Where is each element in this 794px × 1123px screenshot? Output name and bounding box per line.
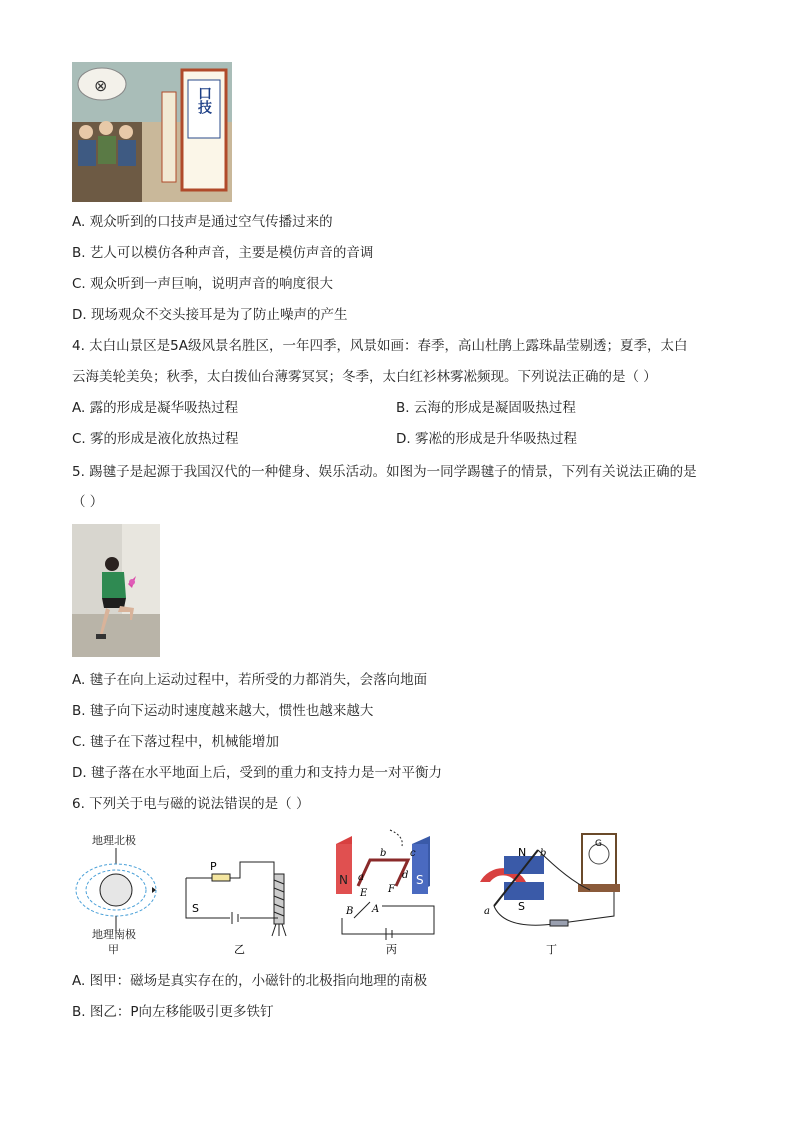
q5-option-c: C. 毽子在下落过程中，机械能增加 (72, 734, 280, 750)
label-n: N (339, 873, 348, 887)
label-cap-b: B (346, 906, 354, 917)
label-e: E (360, 888, 368, 899)
q5-option-b: B. 毽子向下运动时速度越来越大，惯性也越来越大 (72, 703, 374, 719)
label-f: F (388, 884, 395, 895)
shuttlecock-photo (72, 524, 160, 657)
label-a-ding: a (484, 906, 490, 917)
q3-option-b: B. 艺人可以模仿各种声音，主要是模仿声音的音调 (72, 245, 374, 261)
figure-ding-induction (474, 826, 624, 956)
q6-option-b: B. 图乙：P向左移能吸引更多铁钉 (72, 1004, 274, 1020)
label-a: a (358, 872, 364, 883)
caption-jia: 甲 (108, 943, 119, 956)
label-s: S (192, 902, 199, 915)
q5-stem-line2: （ ） (72, 494, 104, 510)
caption-bing: 丙 (386, 943, 397, 956)
figure-bing-motor (330, 826, 454, 956)
q3-option-c: C. 观众听到一声巨响，说明声音的响度很大 (72, 276, 334, 292)
label-s-bing: S (416, 873, 424, 887)
q6-stem: 6. 下列关于电与磁的说法错误的是（ ） (72, 796, 310, 812)
label-cap-a: A (372, 904, 380, 915)
caption-ding: 丁 (546, 943, 557, 956)
ventriloquism-illustration (72, 62, 232, 202)
q3-option-a: A. 观众听到的口技声是通过空气传播过来的 (72, 214, 333, 230)
svg-text:⊗: ⊗ (94, 76, 108, 95)
figure-jia-earth-magnetic-field (72, 826, 172, 956)
q5-option-a: A. 毽子在向上运动过程中，若所受的力都消失，会落向地面 (72, 672, 428, 688)
label-g: G (595, 839, 602, 849)
label-d: d (402, 870, 409, 881)
q4-option-a: A. 露的形成是凝华吸热过程 (72, 400, 239, 416)
q3-option-d: D. 现场观众不交头接耳是为了防止噪声的产生 (72, 307, 348, 323)
q4-option-d: D. 雾凇的形成是升华吸热过程 (396, 431, 577, 447)
q5-option-d: D. 毽子落在水平地面上后，受到的重力和支持力是一对平衡力 (72, 765, 442, 781)
sign-text: 口技 (196, 86, 212, 114)
label-c: c (410, 848, 416, 859)
label-geo-south: 地理南极 (92, 928, 136, 941)
label-n-ding: N (518, 846, 527, 859)
q4-stem-line1: 4. 太白山景区是5A级风景名胜区，一年四季，风景如画：春季，高山杜鹃上露珠晶莹剔透；夏季，太白 (72, 338, 688, 354)
q5-stem-line1: 5. 踢毽子是起源于我国汉代的一种健身、娱乐活动。如图为一同学踢毽子的情景，下列有关说法正确的是 (72, 464, 697, 480)
label-p: P (210, 860, 217, 873)
figure-yi-electromagnet (178, 856, 298, 956)
label-s-ding: S (518, 900, 525, 913)
q4-option-c: C. 雾的形成是液化放热过程 (72, 431, 239, 447)
caption-yi: 乙 (234, 943, 245, 956)
label-b-ding: b (540, 848, 547, 859)
label-geo-north: 地理北极 (92, 834, 136, 847)
q4-option-b: B. 云海的形成是凝固吸热过程 (396, 400, 576, 416)
q6-option-a: A. 图甲：磁场是真实存在的，小磁针的北极指向地理的南极 (72, 973, 428, 989)
label-b: b (380, 848, 387, 859)
q4-stem-line2: 云海美轮美奂；秋季，太白拨仙台薄雾冥冥；冬季，太白红衫林雾凇频现。下列说法正确的是（ ） (72, 369, 657, 385)
